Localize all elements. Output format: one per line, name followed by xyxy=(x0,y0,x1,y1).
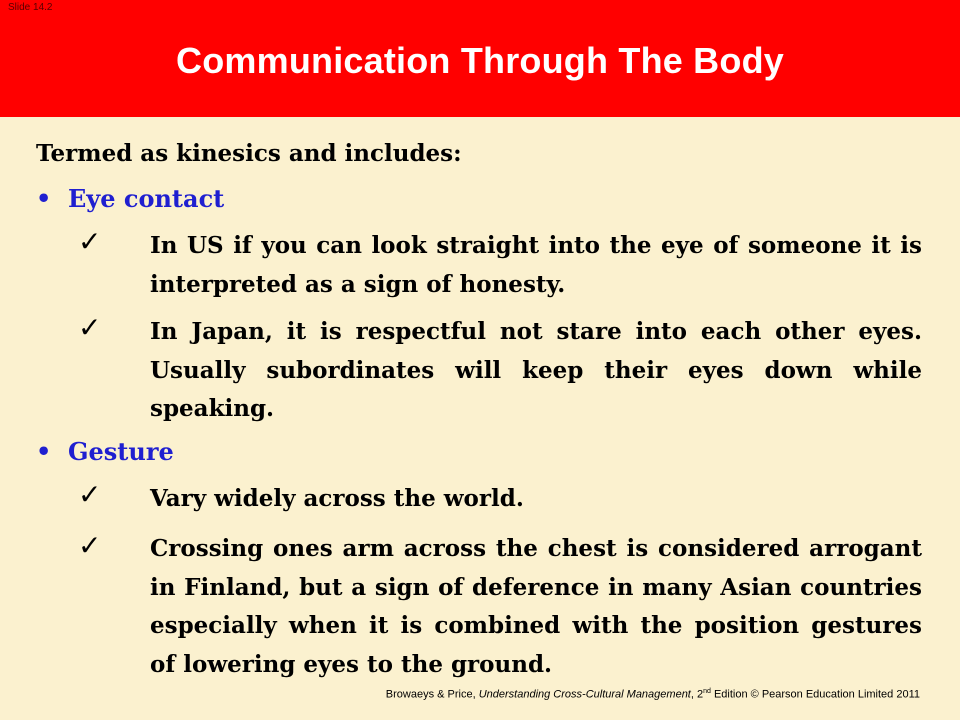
list-item: Crossing ones arm across the chest is considered arrogant in Finland, but a sign of deference in many Asian countries especially when it is combined with the position gestures of lowering eyes to the ground. xyxy=(150,535,922,678)
bullet-gesture xyxy=(36,437,174,466)
checkmark-icon: ✓ xyxy=(78,311,102,344)
intro-text: Termed as kinesics and includes: xyxy=(36,140,462,167)
bullet-dot-icon: • xyxy=(36,184,52,213)
bullet-label: Gesture xyxy=(68,437,174,466)
footer-citation: Browaeys & Price, Understanding Cross-Cultural Management, 2nd Edition © Pearson Education Limited 2011 xyxy=(385,688,920,701)
bullet-label: Eye contact xyxy=(68,184,225,213)
checkmark-icon: ✓ xyxy=(78,529,102,562)
bullet-dot-icon: • xyxy=(36,437,52,466)
bullet-eye-contact xyxy=(36,184,224,213)
title-bar xyxy=(0,0,960,117)
slide-title: Communication Through The Body xyxy=(176,40,784,81)
list-item: In Japan, it is respectful not stare into each other eyes. Usually subordinates will keep their eyes down while speaking. xyxy=(150,318,922,422)
slide-number: Slide 14.2 xyxy=(8,2,53,13)
list-item: Vary widely across the world. xyxy=(150,485,524,512)
checkmark-icon: ✓ xyxy=(78,225,102,258)
list-item: In US if you can look straight into the eye of someone it is interpreted as a sign of honesty. xyxy=(150,232,922,298)
checkmark-icon: ✓ xyxy=(78,478,102,511)
